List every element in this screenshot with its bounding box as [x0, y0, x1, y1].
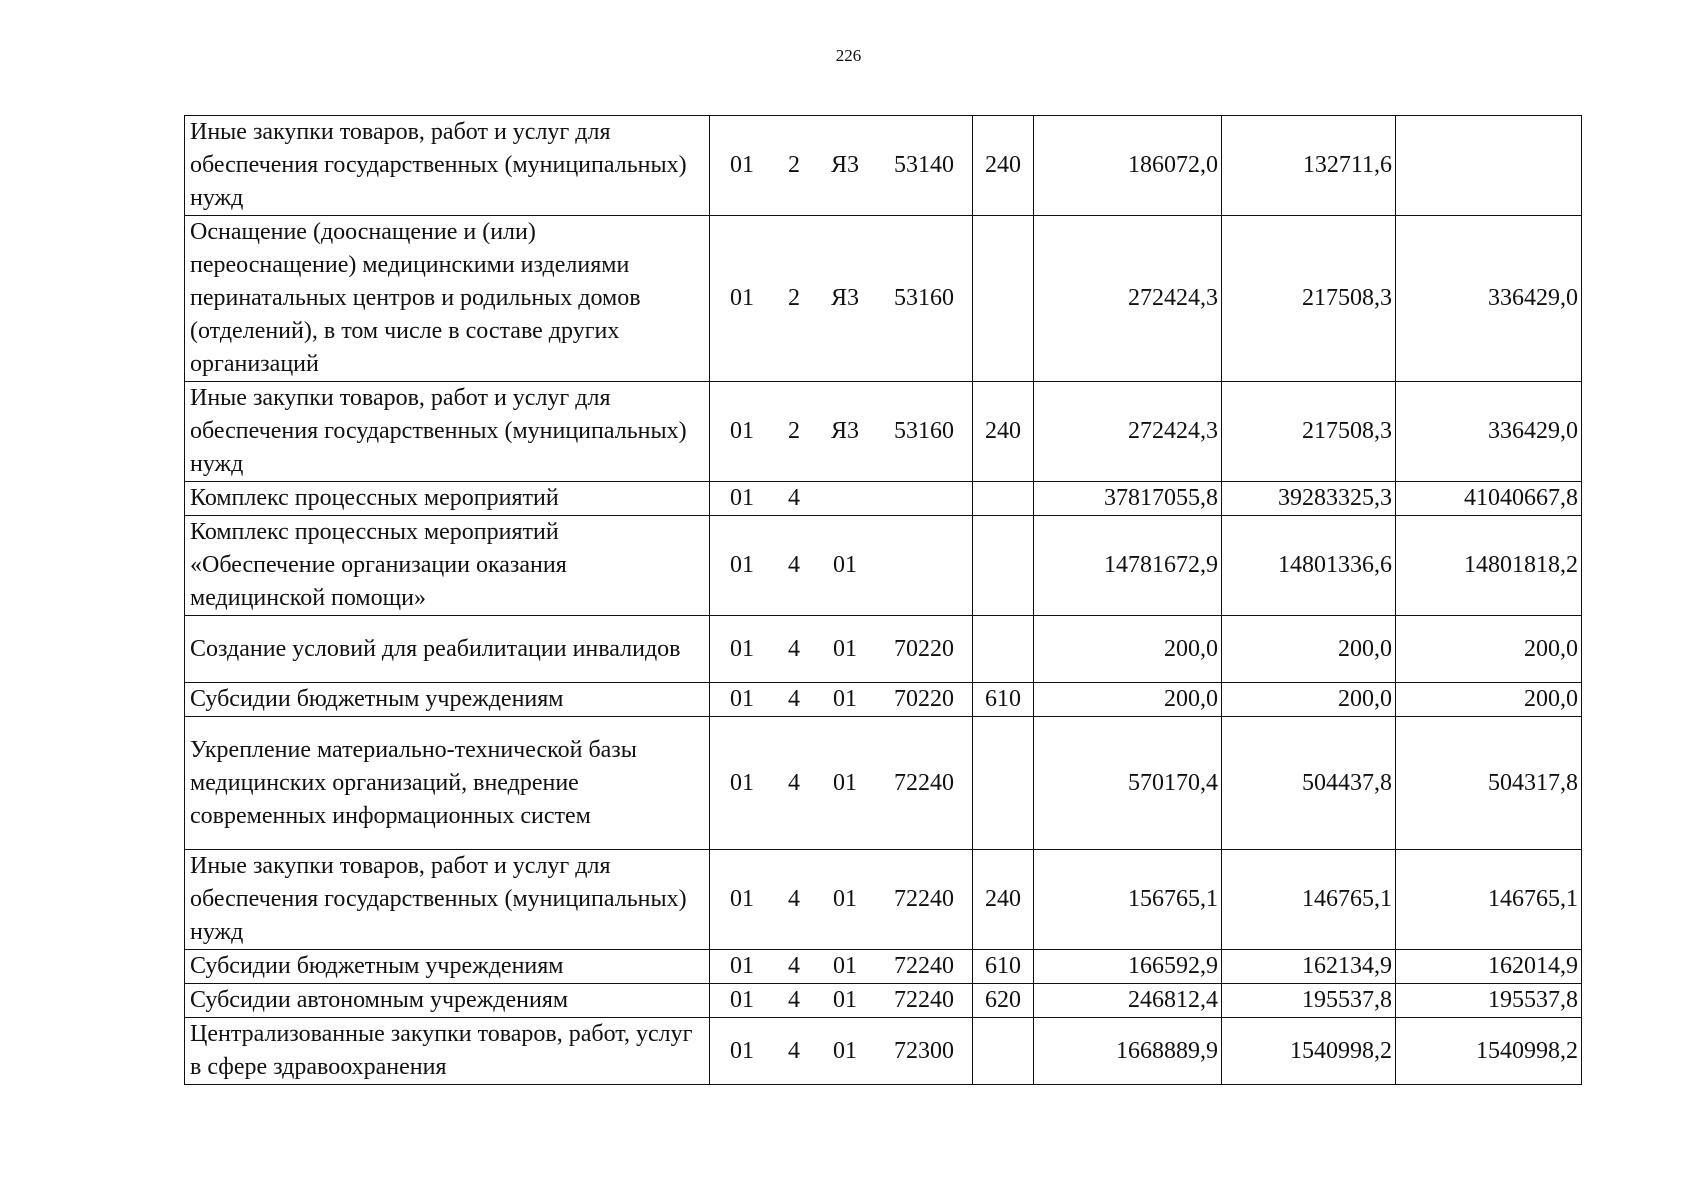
expense-type-cell: 240 [973, 850, 1034, 950]
row-code-cell [710, 717, 973, 850]
program-code: 01 [730, 953, 754, 979]
amount-year1-cell: 14781672,9 [1034, 516, 1222, 616]
program-code: 01 [730, 1037, 754, 1064]
row-code-cell [710, 116, 973, 216]
row-name-cell: Иные закупки товаров, работ и услуг для обеспечения государственных (муниципальных) нужд [185, 382, 710, 482]
row-code-cell [710, 950, 973, 984]
amount-year3-cell: 195537,8 [1396, 984, 1582, 1018]
table-row [185, 382, 1582, 482]
program-code: 01 [730, 152, 754, 178]
row-name-cell: Комплекс процессных мероприятий [185, 482, 710, 516]
amount-year1-cell: 156765,1 [1034, 850, 1222, 950]
row-name-cell: Укрепление материально-технической базы медицинских организаций, внедрение современных информационных систем [185, 717, 710, 850]
table-row [185, 950, 1582, 984]
expense-type-cell: 620 [973, 984, 1034, 1018]
direction-code: 01 [833, 686, 857, 712]
table-row [185, 216, 1582, 382]
expense-code: 53160 [894, 418, 954, 444]
amount-year3-cell: 336429,0 [1396, 382, 1582, 482]
row-name-cell: Субсидии бюджетным учреждениям [185, 683, 710, 717]
program-code: 01 [730, 418, 754, 444]
subprogram-code: 2 [788, 418, 800, 444]
row-name-cell: Централизованные закупки товаров, работ, услуг в сфере здравоохранения [185, 1018, 710, 1085]
amount-year3-cell: 200,0 [1396, 616, 1582, 683]
expense-code: 72240 [894, 987, 954, 1013]
direction-code: 01 [833, 552, 857, 578]
amount-year1-cell: 1668889,9 [1034, 1018, 1222, 1085]
direction-code: 01 [833, 886, 857, 912]
subprogram-code: 2 [788, 285, 800, 311]
amount-year3-cell: 1540998,2 [1396, 1018, 1582, 1085]
table-row [185, 850, 1582, 950]
amount-year2-cell: 14801336,6 [1222, 516, 1396, 616]
amount-year2-cell: 162134,9 [1222, 950, 1396, 984]
subprogram-code: 4 [788, 635, 800, 662]
row-name-cell: Субсидии бюджетным учреждениям [185, 950, 710, 984]
subprogram-code: 4 [788, 552, 800, 578]
table-row [185, 1018, 1582, 1085]
amount-year2-cell: 1540998,2 [1222, 1018, 1396, 1085]
row-code-cell [710, 850, 973, 950]
program-code: 01 [730, 552, 754, 578]
amount-year3-cell: 41040667,8 [1396, 482, 1582, 516]
expense-code: 53140 [894, 152, 954, 178]
subprogram-code: 4 [788, 886, 800, 912]
expense-code: 53160 [894, 285, 954, 311]
subprogram-code: 4 [788, 1037, 800, 1064]
page-number: 226 [835, 46, 862, 65]
table-row [185, 616, 1582, 683]
subprogram-code: 4 [788, 953, 800, 979]
direction-code: Я3 [830, 152, 859, 178]
program-code: 01 [730, 987, 754, 1013]
table-row [185, 516, 1582, 616]
budget-table-body [185, 116, 1582, 1085]
amount-year2-cell: 195537,8 [1222, 984, 1396, 1018]
amount-year3-cell [1396, 116, 1582, 216]
budget-table [184, 115, 1582, 1085]
amount-year2-cell: 217508,3 [1222, 216, 1396, 382]
row-name-cell: Оснащение (дооснащение и (или) переоснащение) медицинскими изделиями перинатальных центров и родильных домов (отделений), в том числе в составе других организаций [185, 216, 710, 382]
amount-year1-cell: 570170,4 [1034, 717, 1222, 850]
expense-type-cell: 240 [973, 382, 1034, 482]
amount-year3-cell: 14801818,2 [1396, 516, 1582, 616]
row-code-cell [710, 516, 973, 616]
row-code-cell [710, 683, 973, 717]
amount-year1-cell: 200,0 [1034, 616, 1222, 683]
direction-code: 01 [833, 769, 857, 796]
direction-code: 01 [833, 987, 857, 1013]
amount-year2-cell: 132711,6 [1222, 116, 1396, 216]
expense-type-cell: 240 [973, 116, 1034, 216]
amount-year1-cell: 246812,4 [1034, 984, 1222, 1018]
expense-code: 72240 [894, 769, 954, 796]
row-name-cell: Субсидии автономным учреждениям [185, 984, 710, 1018]
amount-year1-cell: 37817055,8 [1034, 482, 1222, 516]
program-code: 01 [730, 285, 754, 311]
amount-year1-cell: 272424,3 [1034, 382, 1222, 482]
table-row [185, 683, 1582, 717]
expense-code: 70220 [894, 635, 954, 662]
row-code-cell [710, 216, 973, 382]
amount-year3-cell: 162014,9 [1396, 950, 1582, 984]
expense-code: 72240 [894, 953, 954, 979]
row-code-cell [710, 1018, 973, 1085]
subprogram-code: 4 [788, 987, 800, 1013]
direction-code: Я3 [830, 418, 859, 444]
amount-year1-cell: 272424,3 [1034, 216, 1222, 382]
amount-year2-cell: 39283325,3 [1222, 482, 1396, 516]
amount-year3-cell: 200,0 [1396, 683, 1582, 717]
subprogram-code: 2 [788, 152, 800, 178]
direction-code: 01 [833, 1037, 857, 1064]
direction-code: 01 [833, 953, 857, 979]
expense-type-cell [973, 516, 1034, 616]
subprogram-code: 4 [788, 686, 800, 712]
row-code-cell [710, 616, 973, 683]
amount-year2-cell: 504437,8 [1222, 717, 1396, 850]
table-row [185, 717, 1582, 850]
program-code: 01 [730, 686, 754, 712]
expense-type-cell: 610 [973, 950, 1034, 984]
row-name-cell: Иные закупки товаров, работ и услуг для обеспечения государственных (муниципальных) нужд [185, 850, 710, 950]
expense-type-cell [973, 482, 1034, 516]
expense-code: 70220 [894, 686, 954, 712]
table-row [185, 482, 1582, 516]
row-name-cell: Создание условий для реабилитации инвалидов [185, 616, 710, 683]
amount-year1-cell: 200,0 [1034, 683, 1222, 717]
program-code: 01 [730, 635, 754, 662]
expense-type-cell: 610 [973, 683, 1034, 717]
program-code: 01 [730, 769, 754, 796]
expense-type-cell [973, 1018, 1034, 1085]
amount-year3-cell: 504317,8 [1396, 717, 1582, 850]
row-code-cell [710, 482, 973, 516]
expense-type-cell [973, 616, 1034, 683]
row-code-cell [710, 984, 973, 1018]
direction-code: 01 [833, 635, 857, 662]
amount-year1-cell: 186072,0 [1034, 116, 1222, 216]
table-row [185, 116, 1582, 216]
amount-year3-cell: 336429,0 [1396, 216, 1582, 382]
amount-year2-cell: 200,0 [1222, 683, 1396, 717]
row-name-cell: Иные закупки товаров, работ и услуг для обеспечения государственных (муниципальных) нужд [185, 116, 710, 216]
expense-type-cell [973, 717, 1034, 850]
subprogram-code: 4 [788, 769, 800, 796]
amount-year3-cell: 146765,1 [1396, 850, 1582, 950]
row-name-cell: Комплекс процессных мероприятий «Обеспечение организации оказания медицинской помощи» [185, 516, 710, 616]
expense-code: 72240 [894, 886, 954, 912]
row-code-cell [710, 382, 973, 482]
direction-code: Я3 [830, 285, 859, 311]
amount-year1-cell: 166592,9 [1034, 950, 1222, 984]
subprogram-code: 4 [788, 485, 800, 511]
expense-code: 72300 [894, 1037, 954, 1064]
expense-type-cell [973, 216, 1034, 382]
table-row [185, 984, 1582, 1018]
program-code: 01 [730, 886, 754, 912]
amount-year2-cell: 146765,1 [1222, 850, 1396, 950]
amount-year2-cell: 217508,3 [1222, 382, 1396, 482]
amount-year2-cell: 200,0 [1222, 616, 1396, 683]
program-code: 01 [730, 485, 754, 511]
